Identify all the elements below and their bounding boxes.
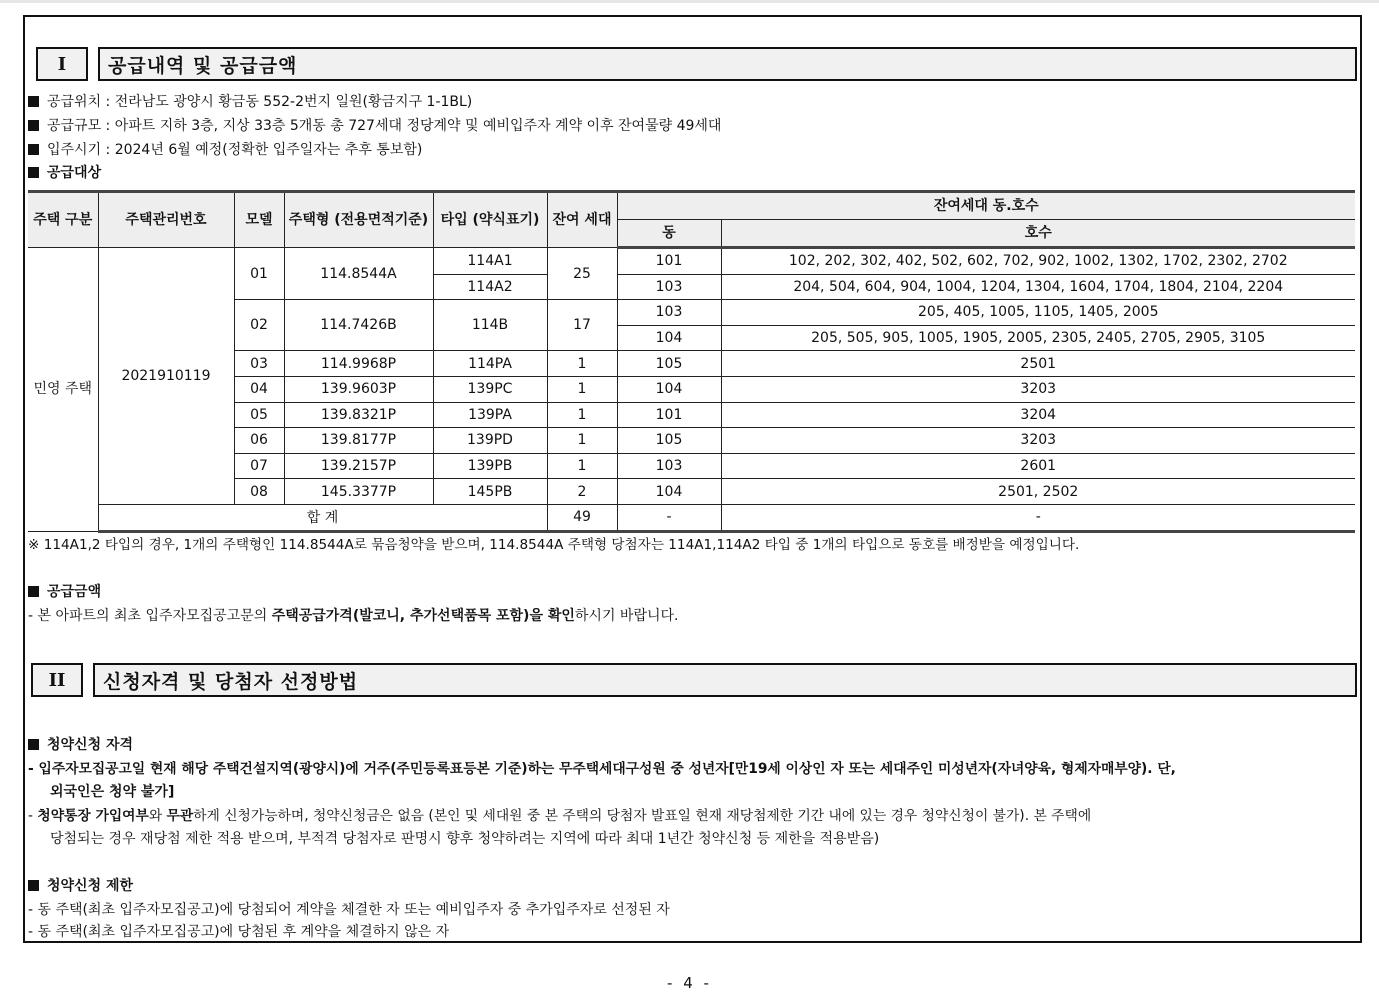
square-bullet-icon [28, 586, 39, 597]
qualification-line-4: 당첨되는 경우 재당첨 제한 적용 받으며, 부적격 당첨자로 판명시 향후 청약하려는 지역에 따라 최대 1년간 청약신청 등 제한을 적용받음) [50, 831, 880, 847]
house-type-cell: 민영 주택 [28, 248, 98, 532]
header-model: 모델 [234, 192, 284, 248]
area-cell: 114.7426B [284, 300, 433, 351]
remaining-cell: 1 [547, 453, 617, 479]
model-cell: 08 [234, 479, 284, 505]
type-cell: 145PB [433, 479, 547, 505]
ho-cell: 102, 202, 302, 402, 502, 602, 702, 902, 1002, 1302, 1702, 2302, 2702 [721, 248, 1355, 275]
header-house-type: 주택 구분 [28, 192, 98, 248]
type-cell: 114B [433, 300, 547, 351]
total-remaining: 49 [547, 504, 617, 531]
square-bullet-icon [28, 739, 39, 750]
section-1-header [36, 47, 1357, 83]
dong-cell: 104 [617, 376, 721, 402]
area-cell: 139.9603P [284, 376, 433, 402]
header-dong: 동 [617, 220, 721, 248]
total-label: 합 계 [98, 504, 547, 531]
ho-cell: 205, 505, 905, 1005, 1905, 2005, 2305, 2405, 2705, 2905, 3105 [721, 325, 1355, 351]
remaining-cell: 1 [547, 428, 617, 454]
ho-cell: 2601 [721, 453, 1355, 479]
type-cell: 114A2 [433, 274, 547, 300]
type-cell: 114A1 [433, 248, 547, 275]
square-bullet-icon [28, 120, 39, 131]
model-cell: 01 [234, 248, 284, 300]
area-cell: 114.9968P [284, 351, 433, 377]
area-cell: 139.2157P [284, 453, 433, 479]
dong-cell: 103 [617, 274, 721, 300]
ho-cell: 2501 [721, 351, 1355, 377]
supply-scale: 공급규모 : 아파트 지하 3층, 지상 33층 5개동 총 727세대 정당계약 및 예비입주자 계약 이후 잔여물량 49세대 [28, 116, 721, 136]
ho-cell: 204, 504, 604, 904, 1004, 1204, 1304, 1604, 1704, 1804, 2104, 2204 [721, 274, 1355, 300]
header-mgmt-no: 주택관리번호 [98, 192, 234, 248]
supply-location: 공급위치 : 전라남도 광양시 황금동 552-2번지 일원(황금지구 1-1BL) [28, 92, 472, 112]
model-cell: 03 [234, 351, 284, 377]
header-type: 타입 (약식표기) [433, 192, 547, 248]
type-cell: 139PB [433, 453, 547, 479]
dong-cell: 104 [617, 325, 721, 351]
header-ho: 호수 [721, 220, 1355, 248]
model-cell: 06 [234, 428, 284, 454]
dong-cell: 101 [617, 402, 721, 428]
price-text: - 본 아파트의 최초 입주자모집공고문의 주택공급가격(발코니, 추가선택품목 포함)을 확인하시기 바랍니다. [28, 608, 679, 624]
type-cell: 139PD [433, 428, 547, 454]
ho-cell: 3203 [721, 428, 1355, 454]
dong-cell: 103 [617, 453, 721, 479]
type-cell: 114PA [433, 351, 547, 377]
top-divider [0, 0, 1379, 3]
qualification-line-2: 외국인은 청약 불가] [50, 784, 175, 800]
type-cell: 139PC [433, 376, 547, 402]
mgmt-no-cell: 2021910119 [98, 248, 234, 505]
remaining-cell: 25 [547, 248, 617, 300]
ho-cell: 205, 405, 1005, 1105, 1405, 2005 [721, 300, 1355, 326]
square-bullet-icon [28, 167, 39, 178]
bundle-note: ※ 114A1,2 타입의 경우, 1개의 주택형인 114.8544A로 묶음청약을 받으며, 114.8544A 주택형 당첨자는 114A1,114A2 타입 중 1개의 타입으로 동호를 배정받을 예정입니다. [28, 537, 1080, 553]
restriction-heading: 청약신청 제한 [28, 876, 133, 896]
square-bullet-icon [28, 880, 39, 891]
remaining-cell: 1 [547, 351, 617, 377]
section-2-title: 신청자격 및 당첨자 선정방법 [93, 663, 1357, 697]
header-units-group: 잔여세대 동.호수 [617, 192, 1355, 220]
qualification-line-1: - 입주자모집공고일 현재 해당 주택건설지역(광양시)에 거주(주민등록표등본 기준)하는 무주택세대구성원 중 성년자[만19세 이상인 자 또는 세대주인 미성년자(자녀양육, 형제자매부양). 단, [28, 761, 1176, 777]
ho-cell: 3203 [721, 376, 1355, 402]
square-bullet-icon [28, 144, 39, 155]
model-cell: 02 [234, 300, 284, 351]
model-cell: 07 [234, 453, 284, 479]
remaining-cell: 1 [547, 402, 617, 428]
square-bullet-icon [28, 96, 39, 107]
dong-cell: 101 [617, 248, 721, 275]
qualification-line-3: - 청약통장 가입여부와 무관하게 신청가능하며, 청약신청금은 없음 (본인 및 세대원 중 본 주택의 당첨자 발표일 현재 재당첨제한 기간 내에 있는 경우 청약신청이 불가). 본 주택에 [28, 808, 1092, 824]
type-cell: 139PA [433, 402, 547, 428]
price-heading: 공급금액 [28, 582, 101, 602]
supply-target-heading: 공급대상 [28, 163, 101, 183]
model-cell: 04 [234, 376, 284, 402]
ho-cell: 2501, 2502 [721, 479, 1355, 505]
area-cell: 145.3377P [284, 479, 433, 505]
model-cell: 05 [234, 402, 284, 428]
supply-table [28, 190, 1355, 533]
page-number: - 4 - [667, 974, 712, 992]
area-cell: 139.8177P [284, 428, 433, 454]
dong-cell: 105 [617, 351, 721, 377]
table-row [28, 248, 1355, 275]
total-row [28, 504, 1355, 531]
move-in-date: 입주시기 : 2024년 6월 예정(정확한 입주일자는 추후 통보함) [28, 140, 422, 160]
remaining-cell: 2 [547, 479, 617, 505]
qualification-heading: 청약신청 자격 [28, 735, 133, 755]
remaining-cell: 17 [547, 300, 617, 351]
total-ho: - [721, 504, 1355, 531]
dong-cell: 103 [617, 300, 721, 326]
remaining-cell: 1 [547, 376, 617, 402]
section-1-title: 공급내역 및 공급금액 [98, 47, 1357, 81]
dong-cell: 104 [617, 479, 721, 505]
section-1-number: I [36, 47, 88, 81]
area-cell: 139.8321P [284, 402, 433, 428]
restriction-line-1: - 동 주택(최초 입주자모집공고)에 당첨되어 계약을 체결한 자 또는 예비입주자 중 추가입주자로 선정된 자 [28, 902, 670, 918]
area-cell: 114.8544A [284, 248, 433, 300]
header-area: 주택형 (전용면적기준) [284, 192, 433, 248]
header-remaining: 잔여 세대 [547, 192, 617, 248]
section-2-header [31, 663, 1352, 699]
total-dong: - [617, 504, 721, 531]
ho-cell: 3204 [721, 402, 1355, 428]
restriction-line-2: - 동 주택(최초 입주자모집공고)에 당첨된 후 계약을 체결하지 않은 자 [28, 924, 450, 940]
section-2-number: II [31, 663, 83, 697]
dong-cell: 105 [617, 428, 721, 454]
